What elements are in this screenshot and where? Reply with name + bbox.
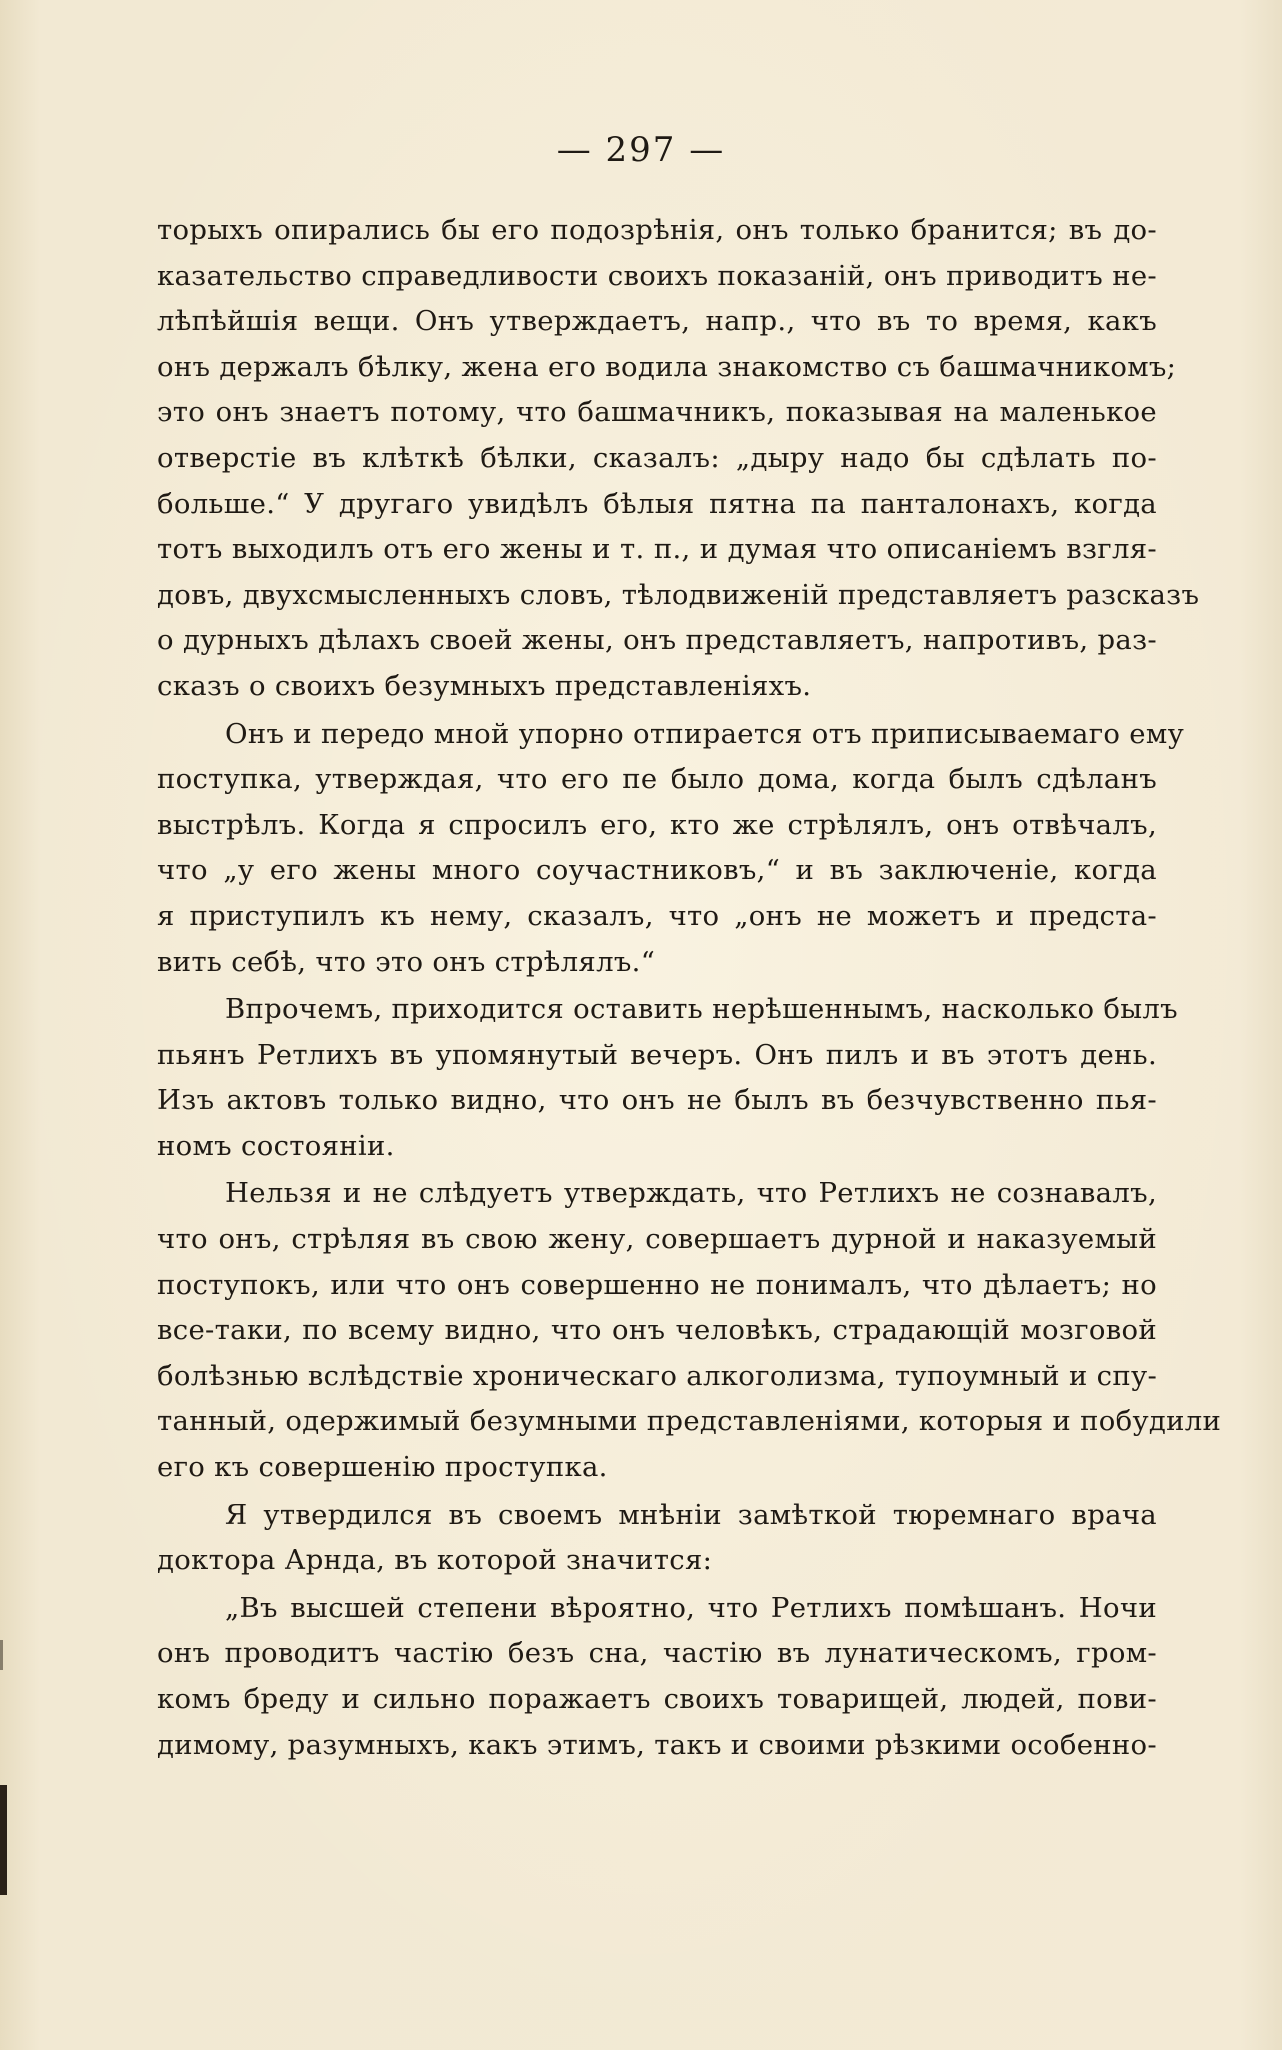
text-line: больше.“ У другаго увидѣлъ бѣлыя пятна па панталонахъ, когда (157, 487, 1157, 520)
text-line: поступокъ, или что онъ совершенно не понималъ, что дѣлаетъ; но (157, 1268, 1157, 1301)
text-line: все-таки, по всему видно, что онъ человѣкъ, страдающій мозговой (157, 1314, 1157, 1347)
text-line: о дурныхъ дѣлахъ своей жены, онъ представляетъ, напротивъ, раз- (157, 624, 1157, 657)
text-line: торыхъ опирались бы его подозрѣнія, онъ только бранится; въ до- (157, 214, 1157, 246)
body-text (157, 208, 1222, 1768)
text-line: Онъ и передо мной упорно отпирается отъ приписываемаго ему (225, 717, 1185, 750)
text-line: я приступилъ къ нему, сказалъ, что „онъ не можетъ и предста- (157, 899, 1157, 932)
paragraph (157, 1586, 1157, 1768)
text-line: сказъ о своихъ безумныхъ представленіяхъ. (157, 669, 812, 702)
text-line: его къ совершенію проступка. (157, 1451, 608, 1484)
text-line: Я утвердился въ своемъ мнѣніи замѣткой тюремнаго врача (225, 1498, 1157, 1531)
text-line: лѣпѣйшія вещи. Онъ утверждаетъ, напр., что въ то время, какъ (157, 305, 1157, 338)
page-number: — 297 — (556, 130, 726, 170)
text-line: онъ проводитъ частію безъ сна, частію въ лунатическомъ, гром- (157, 1637, 1157, 1670)
text-line: танный, одержимый безумными представленіями, которыя и побудили (157, 1405, 1222, 1438)
text-line: номъ состояніи. (157, 1129, 395, 1162)
text-line: поступка, утверждая, что его пе было дома, когда былъ сдѣланъ (157, 763, 1157, 796)
text-line: казательство справедливости своихъ показаній, онъ приводитъ не- (157, 259, 1157, 292)
paragraph (157, 712, 1185, 986)
text-line: болѣзнью вслѣдствіе хроническаго алкоголизма, тупоумный и спу- (157, 1359, 1158, 1392)
text-line: выстрѣлъ. Когда я спросилъ его, кто же стрѣлялъ, онъ отвѣчалъ, (157, 808, 1157, 841)
page-edge-stain-small (0, 1640, 3, 1670)
text-line: Нельзя и не слѣдуетъ утверждать, что Ретлихъ не сознавалъ, (225, 1177, 1157, 1210)
page-edge-stain (0, 1785, 7, 1895)
text-line: „Въ высшей степени вѣроятно, что Ретлихъ помѣшанъ. Ночи (225, 1591, 1157, 1624)
text-line: что онъ, стрѣляя въ свою жену, совершаетъ дурной и наказуемый (157, 1223, 1157, 1256)
text-line: что „у его жены много соучастниковъ,“ и въ заключеніе, когда (157, 854, 1157, 887)
paragraph (157, 208, 1200, 710)
paragraph (157, 987, 1178, 1169)
text-line: это онъ знаетъ потому, что башмачникъ, показывая на маленькое (157, 396, 1157, 429)
text-line: довъ, двухсмысленныхъ словъ, тѣлодвиженій представляетъ разсказъ (157, 578, 1200, 611)
text-line: доктора Арнда, въ которой значится: (157, 1544, 713, 1577)
paragraph (157, 1493, 1157, 1584)
text-line: комъ бреду и сильно поражаетъ своихъ товарищей, людей, пови- (157, 1683, 1157, 1715)
paragraph (157, 1171, 1222, 1490)
text-line: отверстіе въ клѣткѣ бѣлки, сказалъ: „дыру надо бы сдѣлать по- (157, 441, 1157, 474)
text-line: онъ держалъ бѣлку, жена его водила знакомство съ башмачникомъ; (157, 350, 1177, 383)
text-line: тотъ выходилъ отъ его жены и т. п., и думая что описаніемъ взгля- (157, 533, 1157, 566)
text-line: Впрочемъ, приходится оставить нерѣшеннымъ, насколько былъ (225, 993, 1178, 1026)
text-line: вить себѣ, что это онъ стрѣлялъ.“ (157, 945, 656, 978)
text-line: пьянъ Ретлихъ въ упомянутый вечеръ. Онъ пилъ и въ этотъ день. (157, 1038, 1157, 1071)
text-line: Изъ актовъ только видно, что онъ не былъ въ безчувственно пья- (157, 1084, 1157, 1117)
text-line: димому, разумныхъ, какъ этимъ, такъ и своими рѣзкими особенно- (157, 1728, 1157, 1761)
